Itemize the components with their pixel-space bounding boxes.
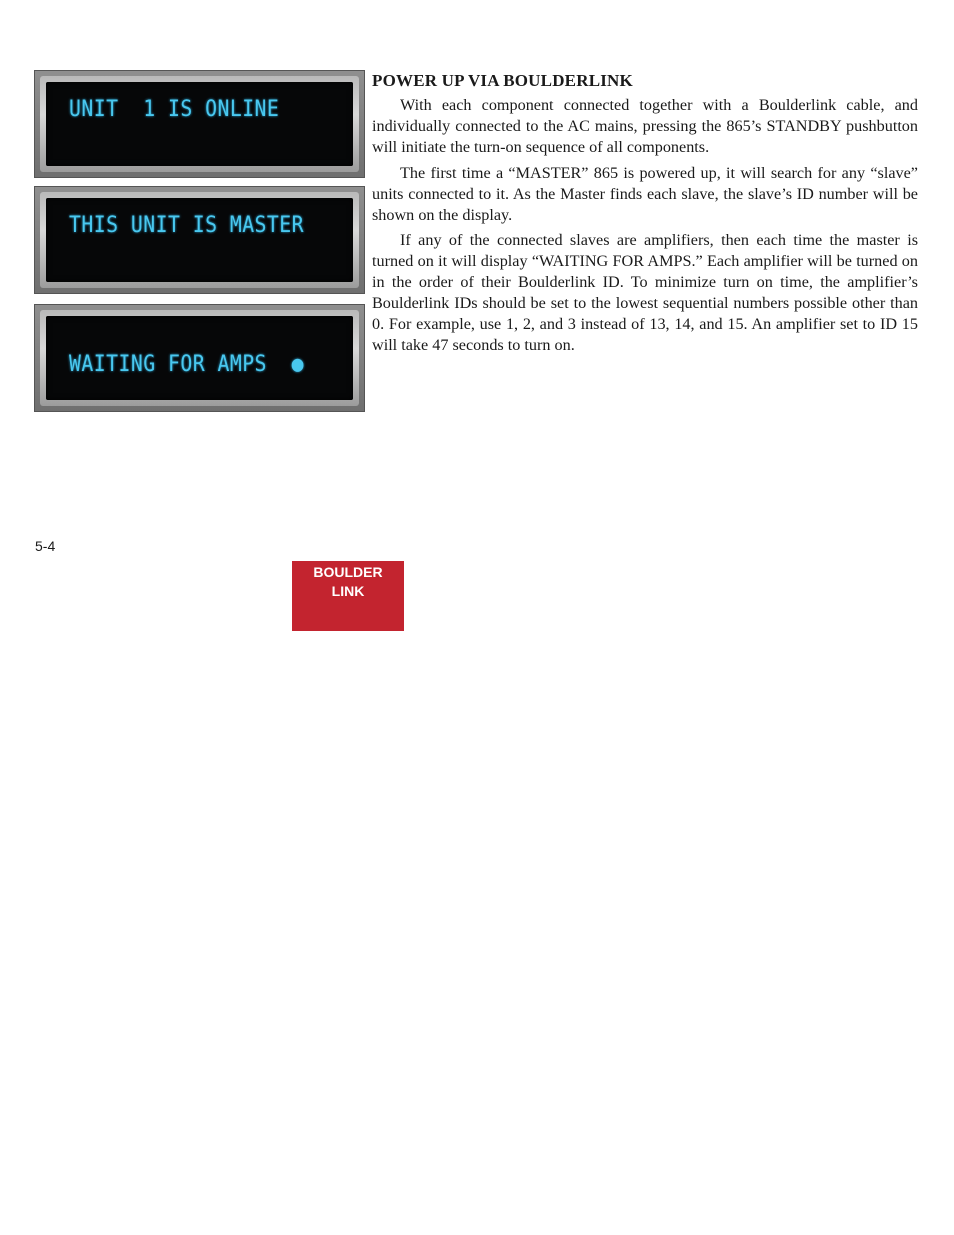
display-image-waiting-amps [34, 304, 365, 412]
paragraph: If any of the connected slaves are amplifiers, then each time the master is turned on it will display “WAITING FOR AMPS.” Each amplifier will be turned on in the order of their Boulderlink ID. To minimize turn on time, the amplifier’s Boulderlink IDs should be set to the lowest sequential numbers possible other than 0. For example, use 1, 2, and 3 instead of 13, 14, and 15. An amplifier set to ID 15 will take 47 seconds to turn on. [372, 231, 918, 355]
display-image-unit-online [34, 70, 365, 178]
body-text [372, 95, 918, 361]
display-text: THIS UNIT IS MASTER [69, 213, 305, 238]
paragraph: The first time a “MASTER” 865 is powered up, it will search for any “slave” units connected to it. As the Master finds each slave, the slave’s ID number will be shown on the display. [372, 163, 918, 224]
section-heading: POWER UP VIA BOULDERLINK [372, 71, 633, 90]
display-image-unit-master [34, 186, 365, 294]
section-tab-line: LINK [331, 583, 365, 599]
page-number: 5-4 [35, 538, 56, 554]
paragraph: With each component connected together with a Boulderlink cable, and individually connected to the AC mains, pressing the 865’s STANDBY pushbutton will initiate the turn-on sequence of all components. [372, 96, 918, 156]
section-tab-line: BOULDER [313, 564, 383, 580]
display-text: UNIT 1 IS ONLINE [69, 97, 280, 122]
display-text: WAITING FOR AMPS ● [69, 352, 305, 377]
section-tab [292, 561, 404, 631]
